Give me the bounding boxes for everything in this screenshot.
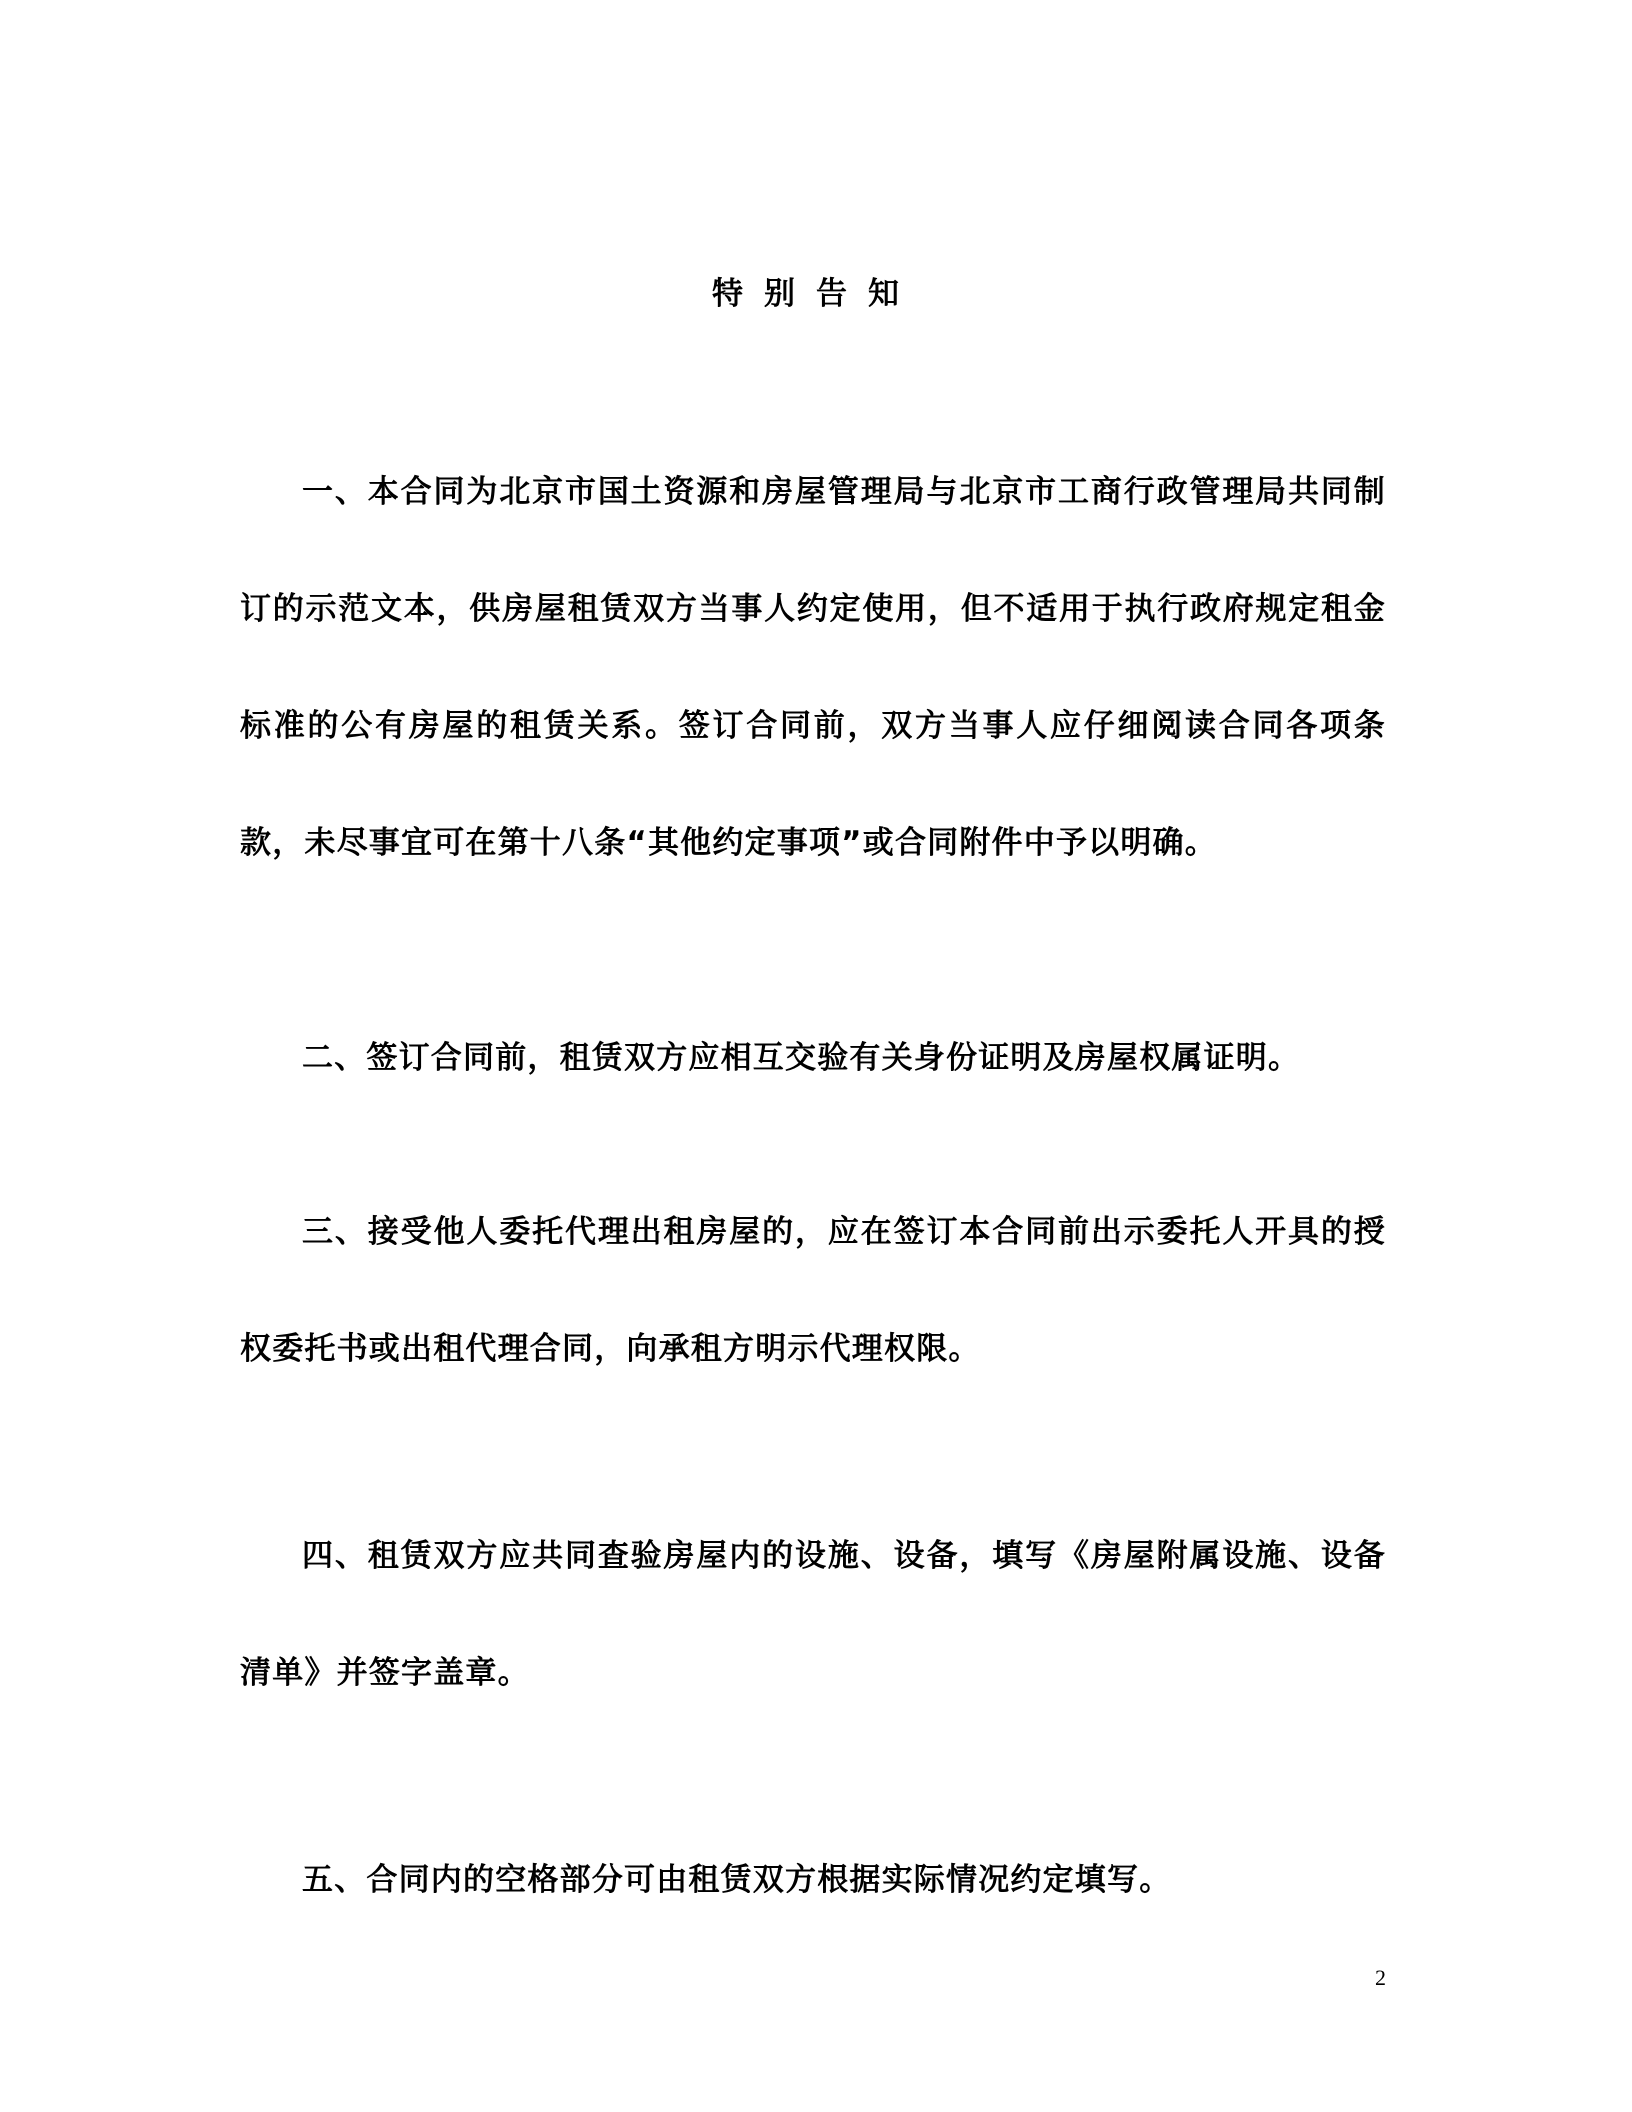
notice-item-3: 三、接受他人委托代理出租房屋的，应在签订本合同前出示委托人开具的授权委托书或出租代理合同，向承租方明示代理权限。 [240,1214,1386,1367]
notice-item-4: 四、租赁双方应共同查验房屋内的设施、设备，填写《房屋附属设施、设备清单》并签字盖章。 [240,1538,1386,1691]
page-number: 2 [1375,1965,1386,1990]
document-title: 特别告知 [712,276,920,312]
notice-item-5: 五、合同内的空格部分可由租赁双方根据实际情况约定填写。 [302,1862,1172,1898]
notice-item-1: 一、本合同为北京市国土资源和房屋管理局与北京市工商行政管理局共同制订的示范文本，供房屋租赁双方当事人约定使用，但不适用于执行政府规定租金标准的公有房屋的租赁关系。签订合同前，双方当事人应仔细阅读合同各项条款，未尽事宜可在第十八条“其他约定事项”或合同附件中予以明确。 [240,474,1386,861]
notice-item-2: 二、签订合同前，租赁双方应相互交验有关身份证明及房屋权属证明。 [302,1040,1301,1076]
